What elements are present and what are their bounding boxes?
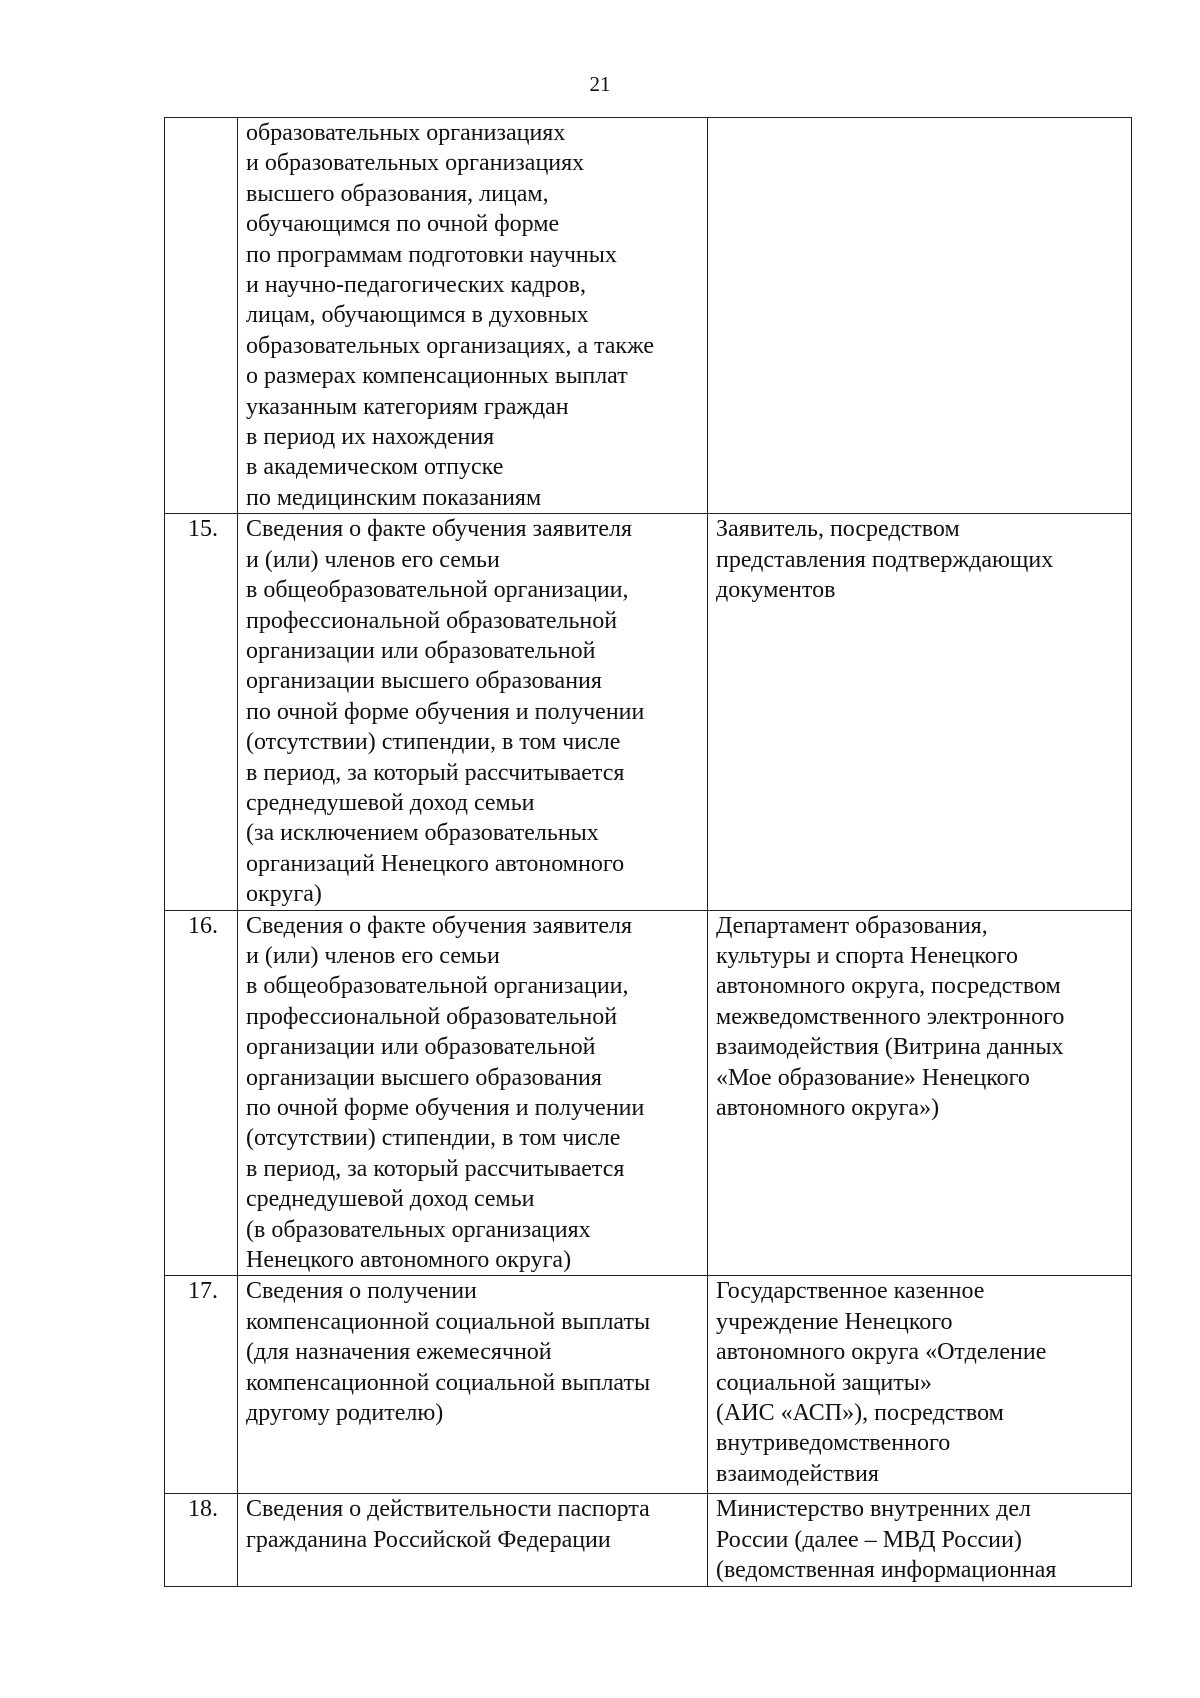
information-cell: Сведения о факте обучения заявителя и (или) членов его семьи в общеобразовательной организации, профессиональной образовательной организации или образовательной организации высшего образования по очной форме обучения и получении (отсутствии) стипендии, в том числе в период, за который рассчитывается среднедушевой доход семьи (за исключением образовательных организаций Ненецкого автономного округа) bbox=[238, 514, 708, 910]
information-cell: Сведения о факте обучения заявителя и (или) членов его семьи в общеобразовательной организации, профессиональной образовательной организации или образовательной организации высшего образования по очной форме обучения и получении (отсутствии) стипендии, в том числе в период, за который рассчитывается среднедушевой доход семьи (в образовательных организациях Ненецкого автономного округа) bbox=[238, 910, 708, 1276]
table-row-15 bbox=[165, 514, 1132, 910]
table-row-16 bbox=[165, 910, 1132, 1276]
information-cell: Сведения о действительности паспорта гражданина Российской Федерации bbox=[238, 1494, 708, 1586]
source-cell: Заявитель, посредством представления подтверждающих документов bbox=[708, 514, 1132, 910]
source-cell bbox=[708, 118, 1132, 514]
information-cell: образовательных организациях и образовательных организациях высшего образования, лицам, обучающимся по очной форме по программам подготовки научных и научно-педагогических кадров, лицам, обучающимся в духовных образовательных организациях, а также о размерах компенсационных выплат указанным категориям граждан в период их нахождения в академическом отпуске по медицинским показаниям bbox=[238, 118, 708, 514]
source-cell: Министерство внутренних дел России (далее – МВД России) (ведомственная информационная bbox=[708, 1494, 1132, 1586]
table-row-continuation bbox=[165, 118, 1132, 514]
page-number: 21 bbox=[589, 72, 611, 96]
table-row-18 bbox=[165, 1494, 1132, 1586]
documents-table bbox=[164, 117, 1132, 1587]
source-cell: Департамент образования, культуры и спорта Ненецкого автономного округа, посредством межведомственного электронного взаимодействия (Витрина данных «Мое образование» Ненецкого автономного округа») bbox=[708, 910, 1132, 1276]
row-number-cell: 17. bbox=[165, 1276, 238, 1494]
source-cell: Государственное казенное учреждение Ненецкого автономного округа «Отделение социальной защиты» (АИС «АСП»), посредством внутриведомственного взаимодействия bbox=[708, 1276, 1132, 1494]
row-number-cell bbox=[165, 118, 238, 514]
row-number-cell: 18. bbox=[165, 1494, 238, 1586]
row-number-cell: 16. bbox=[165, 910, 238, 1276]
information-cell: Сведения о получении компенсационной социальной выплаты (для назначения ежемесячной компенсационной социальной выплаты другому родителю) bbox=[238, 1276, 708, 1494]
row-number-cell: 15. bbox=[165, 514, 238, 910]
table-row-17 bbox=[165, 1276, 1132, 1494]
